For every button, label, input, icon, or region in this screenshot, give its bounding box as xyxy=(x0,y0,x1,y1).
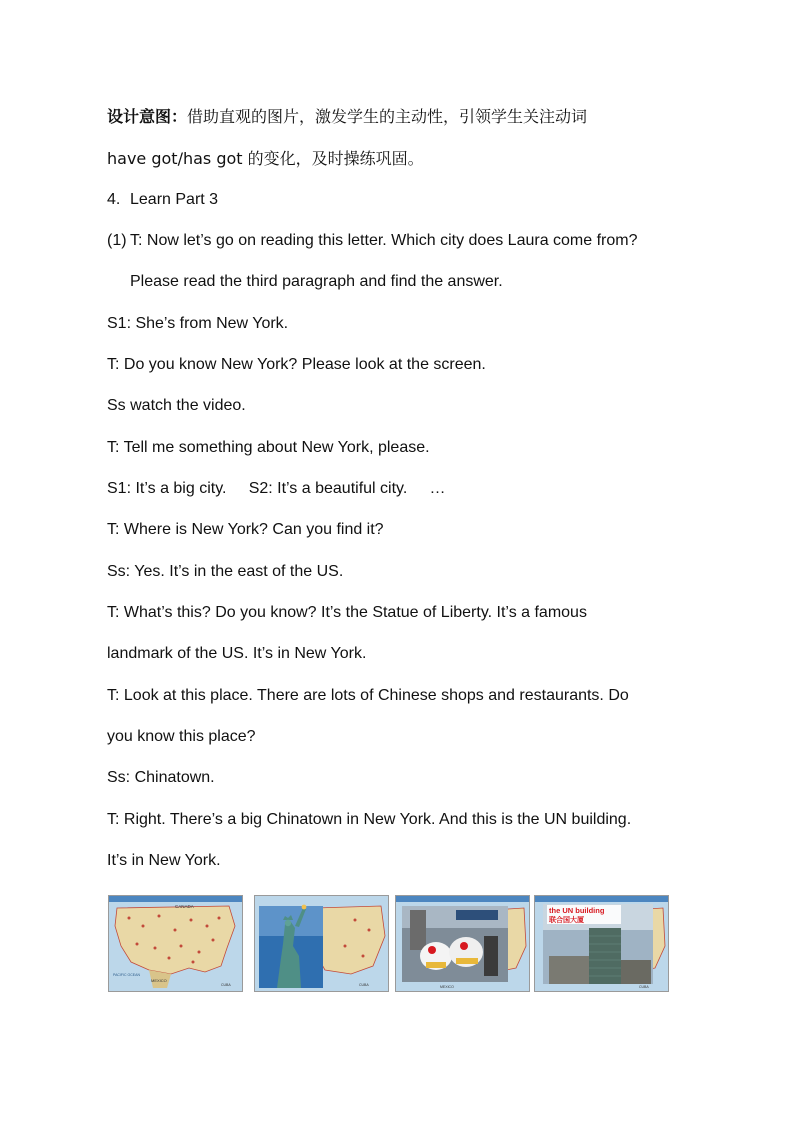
map-country-label: CANADA xyxy=(175,904,194,909)
dialogue-line: T: Tell me something about New York, please. xyxy=(107,439,430,456)
un-title-cn: 联合国大厦 xyxy=(549,916,584,924)
dialogue-line: Ss: Yes. It’s in the east of the US. xyxy=(107,563,344,580)
un-title-en: the UN building xyxy=(549,906,605,915)
section-title: Learn Part 3 xyxy=(130,191,219,208)
dialogue-line: T: Where is New York? Can you find it? xyxy=(107,521,384,538)
step-line-1 xyxy=(107,230,638,252)
statue-of-liberty-image xyxy=(254,895,389,992)
dialogue-line: Ss: Chinatown. xyxy=(107,769,215,786)
us-map-image xyxy=(108,895,243,992)
svg-text:CUBA: CUBA xyxy=(221,983,231,987)
step-line-2: Please read the third paragraph and find the answer. xyxy=(130,273,503,290)
dialogue-line: T: What’s this? Do you know? It’s the Statue of Liberty. It’s a famous xyxy=(107,604,587,621)
section-heading xyxy=(107,189,218,211)
design-intent-label: 设计意图： xyxy=(107,107,188,126)
svg-text:PACIFIC OCEAN: PACIFIC OCEAN xyxy=(113,973,140,977)
svg-text:CUBA: CUBA xyxy=(359,983,369,987)
dialogue-line: T: Right. There’s a big Chinatown in New York. And this is the UN building. xyxy=(107,811,632,828)
svg-text:MEXICO: MEXICO xyxy=(151,978,167,983)
step-text-1: T: Now let’s go on reading this letter. Which city does Laura come from? xyxy=(130,232,638,249)
dialogue-line: It’s in New York. xyxy=(107,852,221,869)
section-number: 4. xyxy=(107,191,121,208)
step-number: (1) xyxy=(107,232,127,249)
un-building-image xyxy=(534,895,669,992)
image-strip xyxy=(108,895,668,992)
svg-text:CUBA: CUBA xyxy=(639,985,649,989)
design-intent-line-2: have got/has got 的变化，及时操练巩固。 xyxy=(107,149,424,168)
dialogue-line: S1: She’s from New York. xyxy=(107,315,289,332)
dialogue-line: you know this place? xyxy=(107,728,256,745)
svg-text:MEXICO: MEXICO xyxy=(440,985,454,989)
chinatown-image xyxy=(395,895,530,992)
dialogue-line: Ss watch the video. xyxy=(107,397,246,414)
dialogue-line: T: Do you know New York? Please look at the screen. xyxy=(107,356,486,373)
dialogue-line: T: Look at this place. There are lots of Chinese shops and restaurants. Do xyxy=(107,687,629,704)
dialogue-line: landmark of the US. It’s in New York. xyxy=(107,645,367,662)
design-intent-text-1: 借助直观的图片，激发学生的主动性，引领学生关注动词 xyxy=(187,107,588,126)
design-intent-line-1 xyxy=(107,106,587,128)
dialogue-line: S1: It’s a big city. S2: It’s a beautiful city. … xyxy=(107,480,446,497)
